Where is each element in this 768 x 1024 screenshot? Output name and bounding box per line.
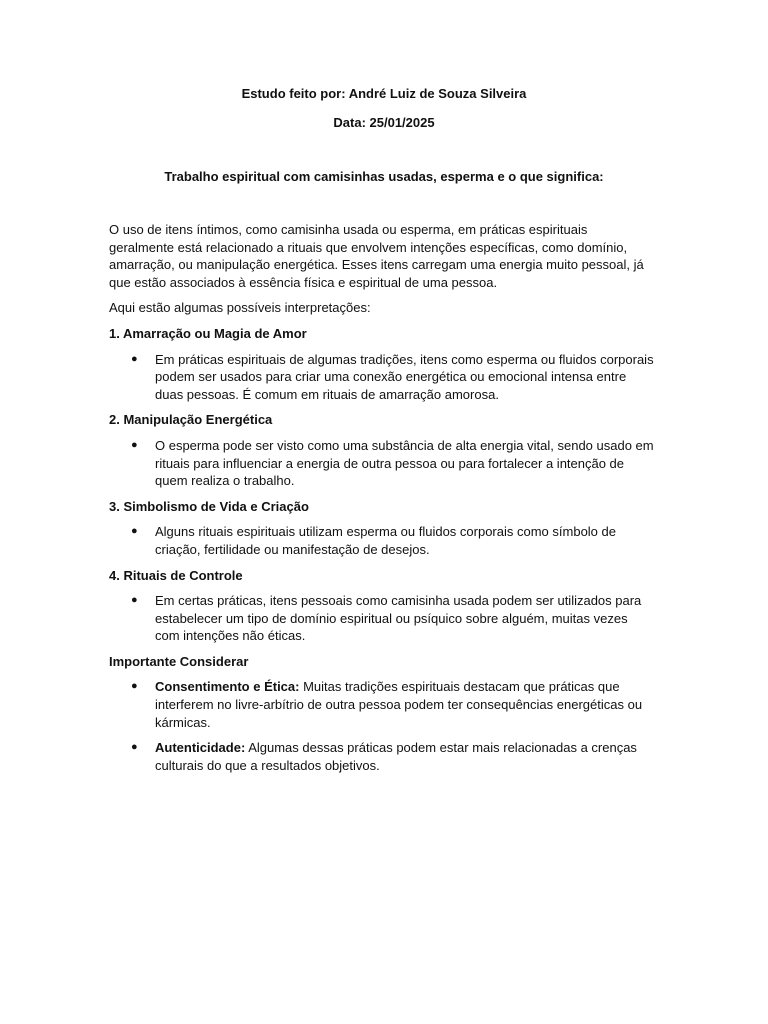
bullet-icon: ●	[131, 525, 138, 538]
section-heading: 4. Rituais de Controle	[109, 567, 243, 583]
item-label: Autenticidade:	[155, 740, 246, 756]
intro-paragraph: O uso de itens íntimos, como camisinha usada ou esperma, em práticas espirituais geralmente está relacionado a rituais que envolvem intenções específicas, como domínio, amarração, ou manipulação energética. Esses itens carregam uma energia muito pessoal, já que estão associados à essência física e espiritual de uma pessoa.	[109, 222, 644, 290]
section-heading: 1. Amarração ou Magia de Amor	[109, 325, 307, 341]
bullet-list	[109, 592, 654, 645]
considerations-heading: Importante Considerar	[109, 653, 249, 669]
list-item	[109, 523, 654, 558]
document-title: Trabalho espiritual com camisinhas usadas, esperma e o que significa:	[164, 169, 604, 184]
bullet-icon: ●	[131, 680, 138, 693]
bullet-list	[109, 351, 654, 404]
list-item-text: O esperma pode ser visto como uma substância de alta energia vital, sendo usado em rituais para influenciar a energia de outra pessoa ou para fortalecer a intenção de quem realiza o trabalho.	[155, 437, 654, 489]
bullet-icon: ●	[131, 594, 138, 607]
author-line: Estudo feito por: André Luiz de Souza Silveira	[241, 86, 527, 101]
list-item-text: Alguns rituais espirituais utilizam esperma ou fluidos corporais como símbolo de criação, fertilidade ou manifestação de desejos.	[155, 524, 616, 557]
list-item	[109, 351, 654, 404]
section-heading: 2. Manipulação Energética	[109, 412, 273, 428]
bullet-icon: ●	[131, 352, 138, 365]
list-item	[109, 437, 654, 490]
list-item	[109, 592, 654, 645]
considerations-list	[109, 678, 654, 774]
item-text: Muitas tradições espirituais destacam que práticas que interferem no livre-arbítrio de outra pessoa podem ter consequências energéticas ou kármicas.	[155, 679, 643, 730]
bullet-list	[109, 437, 654, 490]
section-heading: 3. Simbolismo de Vida e Criação	[109, 498, 309, 514]
list-item-text: Em práticas espirituais de algumas tradições, itens como esperma ou fluidos corporais podem ser usados para criar uma conexão energética ou emocional intensa entre duas pessoas. É comum em rituais de amarração amorosa.	[155, 351, 654, 402]
date-line: Data: 25/01/2025	[333, 115, 435, 130]
item-label: Consentimento e Ética:	[155, 679, 300, 695]
item-text: Algumas dessas práticas podem estar mais relacionadas a crenças culturais do que a resultados objetivos.	[155, 740, 637, 773]
bullet-icon: ●	[131, 438, 138, 451]
list-item	[109, 678, 654, 731]
bullet-icon: ●	[131, 741, 138, 754]
document-body	[109, 221, 654, 782]
lead-paragraph: Aqui estão algumas possíveis interpretações:	[109, 300, 371, 316]
list-item-text: Em certas práticas, itens pessoais como camisinha usada podem ser utilizados para estabelecer um tipo de domínio espiritual ou psíquico sobre alguém, muitas vezes com intenções não éticas.	[155, 593, 642, 644]
bullet-list	[109, 523, 654, 558]
list-item	[109, 739, 654, 774]
